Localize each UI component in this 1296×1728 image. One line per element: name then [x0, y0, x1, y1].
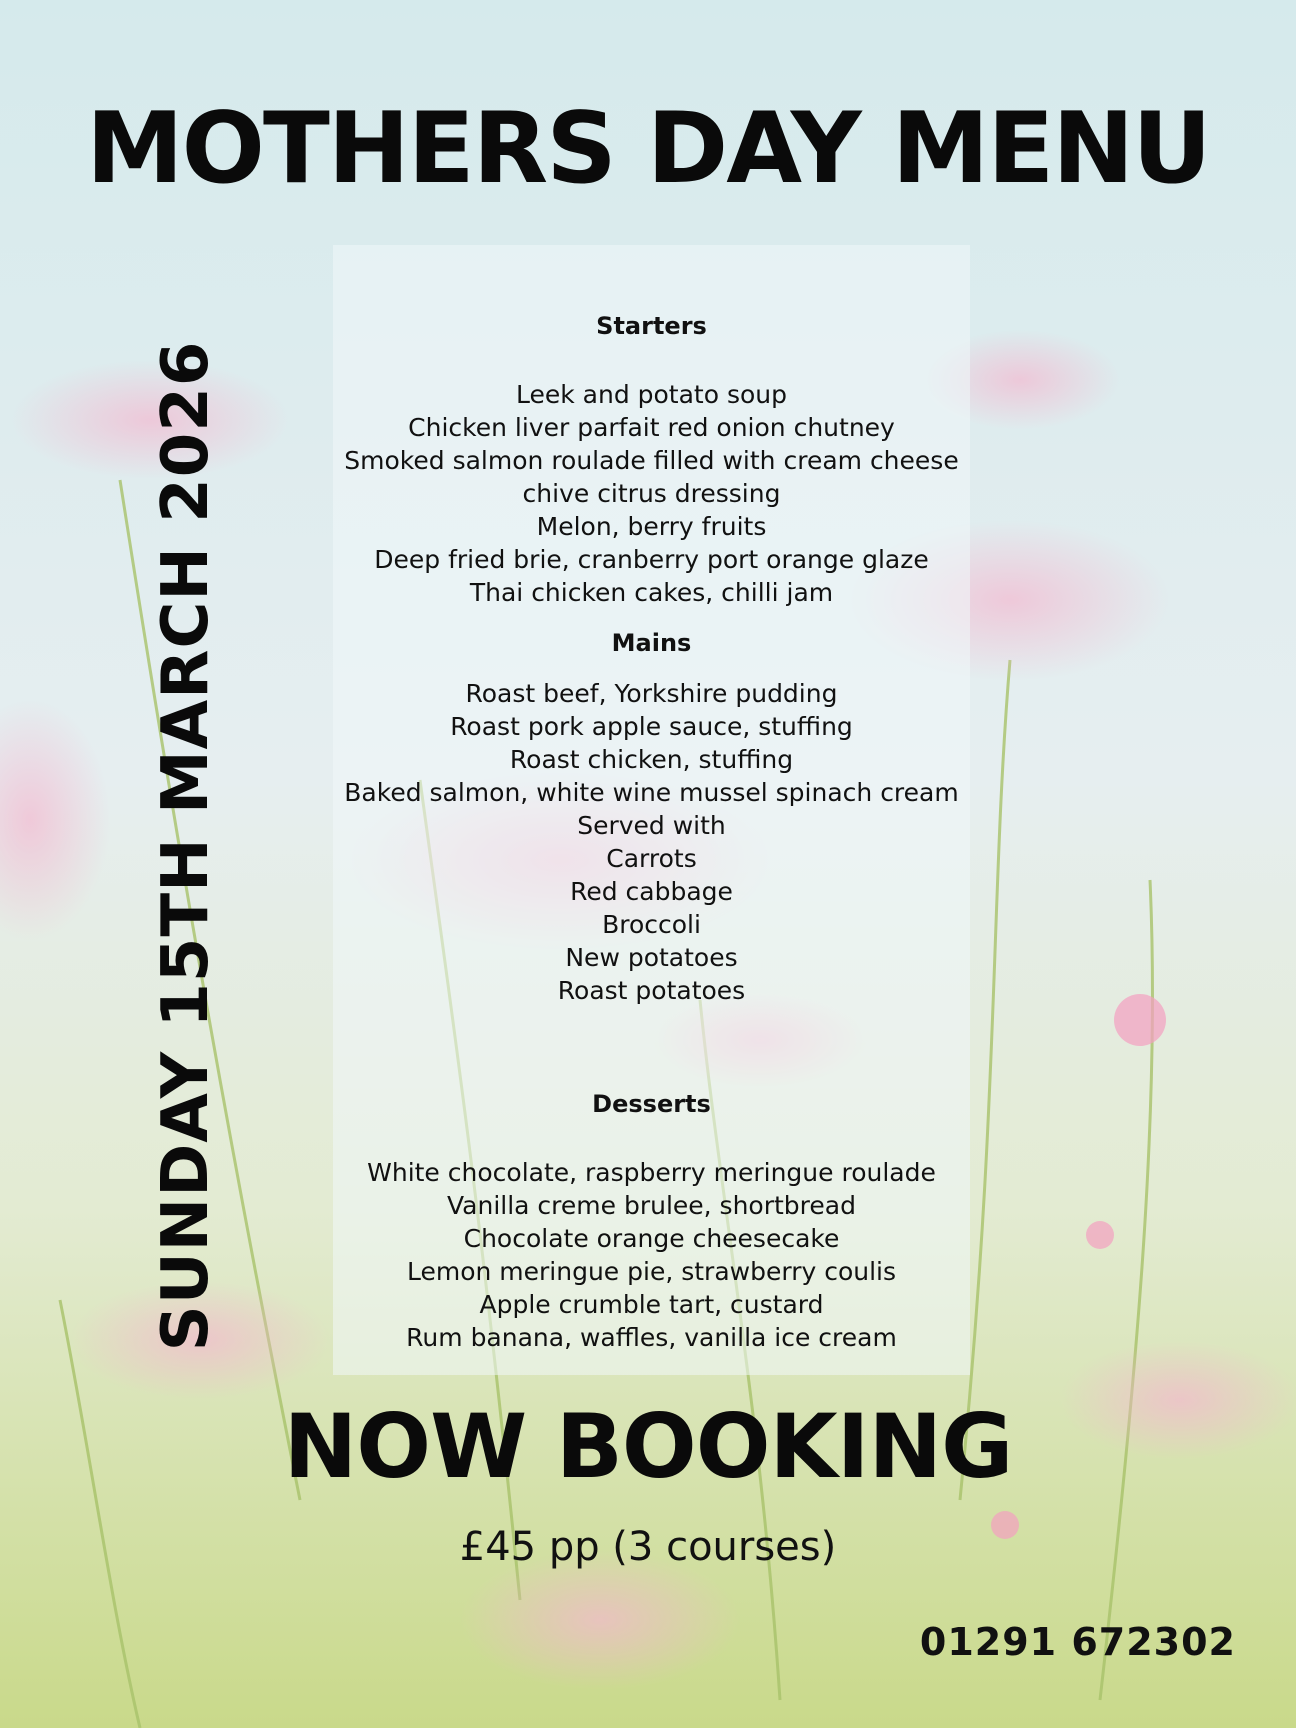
menu-item: Baked salmon, white wine mussel spinach cream [344, 778, 959, 807]
menu-item: Served with [577, 811, 726, 840]
menu-item: New potatoes [565, 943, 738, 972]
menu-item: Red cabbage [570, 877, 733, 906]
starters-heading: Starters [596, 312, 707, 340]
menu-item: Vanilla creme brulee, shortbread [447, 1191, 856, 1220]
menu-item: Chocolate orange cheesecake [463, 1224, 840, 1253]
menu-item: Lemon meringue pie, strawberry coulis [406, 1257, 897, 1286]
page-title: MOTHERS DAY MENU [86, 92, 1210, 206]
menu-item: Thai chicken cakes, chilli jam [469, 578, 834, 607]
mains-section [333, 629, 970, 1007]
menu-item: Roast potatoes [557, 976, 746, 1005]
menu-item: Chicken liver parfait red onion chutney [408, 413, 895, 442]
mains-heading: Mains [611, 629, 692, 657]
menu-item: Roast beef, Yorkshire pudding [465, 679, 838, 708]
menu-item: Carrots [606, 844, 697, 873]
price-text: £45 pp (3 courses) [459, 1524, 837, 1570]
menu-item: White chocolate, raspberry meringue roulade [367, 1158, 936, 1187]
desserts-section [333, 1090, 970, 1354]
menu-item: Roast pork apple sauce, stuffing [450, 712, 853, 741]
menu-item: Melon, berry fruits [536, 512, 767, 541]
menu-item: Apple crumble tart, custard [479, 1290, 824, 1319]
phone-number: 01291 672302 [919, 1620, 1236, 1664]
starters-section [333, 312, 970, 609]
menu-item: Leek and potato soup [515, 380, 788, 409]
menu-item: Broccoli [602, 910, 701, 939]
menu-item: chive citrus dressing [522, 479, 781, 508]
menu-item: Rum banana, waffles, vanilla ice cream [406, 1323, 897, 1352]
menu-item: Smoked salmon roulade filled with cream cheese [344, 446, 959, 475]
now-booking-banner: NOW BOOKING [283, 1395, 1013, 1498]
menu-item: Deep fried brie, cranberry port orange glaze [374, 545, 929, 574]
desserts-heading: Desserts [592, 1090, 711, 1118]
event-date: SUNDAY 15TH MARCH 2026 [149, 340, 223, 1352]
menu-item: Roast chicken, stuffing [509, 745, 794, 774]
